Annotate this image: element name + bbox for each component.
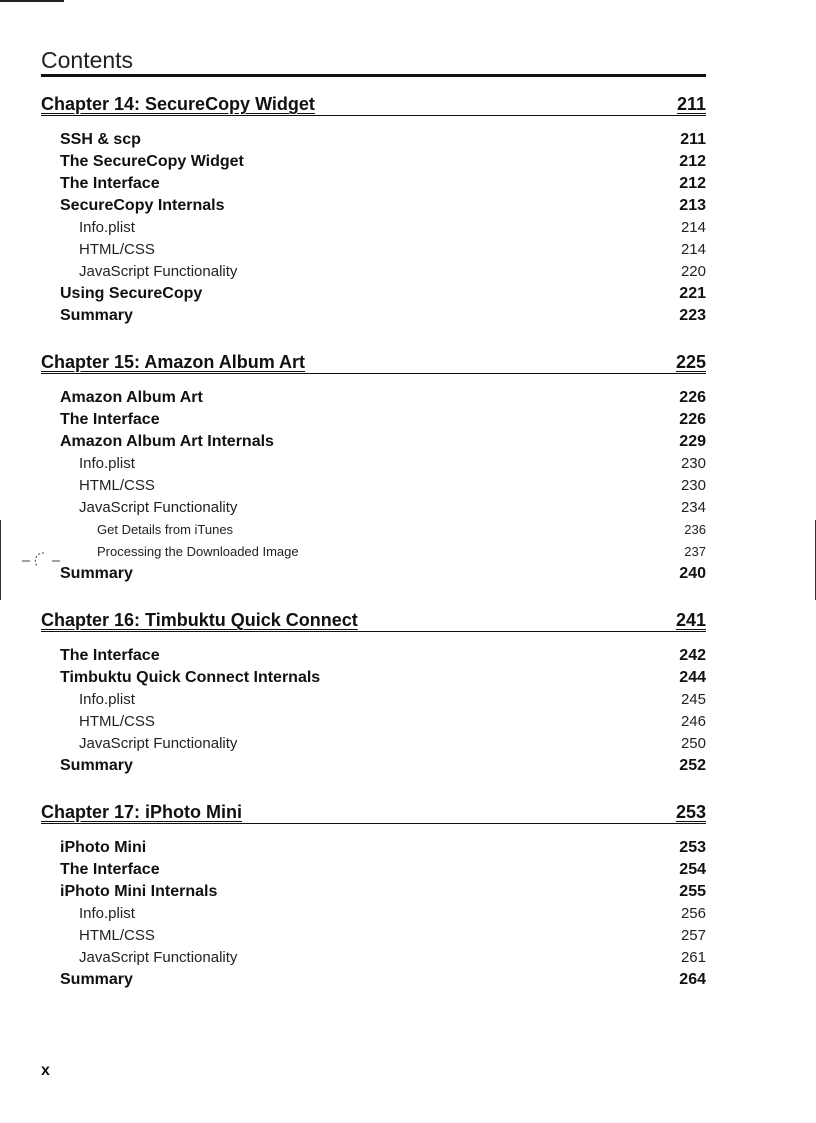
toc-entry[interactable]: [41, 261, 706, 283]
toc-entry[interactable]: [41, 151, 706, 173]
entry-label: The Interface: [60, 411, 160, 428]
entry-page: 253: [679, 839, 706, 856]
entry-page: 223: [679, 307, 706, 324]
toc-entry[interactable]: [41, 173, 706, 195]
entry-label: The Interface: [60, 861, 160, 878]
toc-entry[interactable]: [41, 217, 706, 239]
entry-page: 250: [680, 735, 706, 752]
entry-page: 246: [680, 713, 706, 730]
chapter-entries: [41, 824, 706, 991]
chapter-heading[interactable]: [41, 348, 706, 374]
entry-page: 230: [680, 477, 706, 494]
header-rule: [41, 74, 706, 77]
toc-entry[interactable]: [41, 755, 706, 777]
corner-rule: [0, 0, 64, 2]
chapter-title: Chapter 16: Timbuktu Quick Connect: [41, 610, 358, 630]
entry-label: SSH & scp: [60, 131, 141, 148]
toc-entry[interactable]: [41, 925, 706, 947]
entry-page: 226: [679, 389, 706, 406]
entry-label: HTML/CSS: [79, 927, 155, 944]
chapter-section: [41, 90, 706, 327]
chapter-page: 225: [675, 352, 706, 372]
toc-entry[interactable]: [41, 969, 706, 991]
toc-entry[interactable]: [41, 387, 706, 409]
entry-label: Amazon Album Art Internals: [60, 433, 274, 450]
chapter-entries: [41, 116, 706, 327]
chapter-title: Chapter 17: iPhoto Mini: [41, 802, 243, 822]
entry-page: 236: [684, 522, 706, 537]
left-margin-line: [0, 520, 1, 600]
chapter-heading[interactable]: [41, 90, 706, 116]
entry-page: 256: [680, 905, 706, 922]
entry-page: 240: [679, 565, 706, 582]
page-title: Contents: [41, 47, 134, 73]
chapter-page: 241: [675, 610, 706, 630]
entry-page: 214: [680, 241, 706, 258]
toc-entry[interactable]: [41, 711, 706, 733]
toc-entry[interactable]: [41, 453, 706, 475]
entry-label: Summary: [60, 971, 133, 988]
entry-label: Info.plist: [79, 905, 135, 922]
entry-label: Summary: [60, 565, 133, 582]
toc-entry[interactable]: [41, 239, 706, 261]
entry-page: 221: [679, 285, 706, 302]
entry-label: The Interface: [60, 647, 160, 664]
toc-entry[interactable]: [41, 947, 706, 969]
toc-entry[interactable]: [41, 431, 706, 453]
toc-entry[interactable]: [41, 497, 706, 519]
toc-entry[interactable]: [41, 129, 706, 151]
toc-entry[interactable]: [41, 689, 706, 711]
toc-entry[interactable]: [41, 519, 706, 541]
entry-label: JavaScript Functionality: [79, 499, 238, 516]
entry-page: 230: [680, 455, 706, 472]
page-number: x: [41, 1062, 50, 1079]
toc-entry[interactable]: [41, 859, 706, 881]
entry-page: 242: [679, 647, 706, 664]
toc-entry[interactable]: [41, 733, 706, 755]
entry-label: Timbuktu Quick Connect Internals: [60, 669, 321, 686]
entry-label: JavaScript Functionality: [79, 949, 238, 966]
entry-label: The Interface: [60, 175, 160, 192]
entry-label: iPhoto Mini: [60, 839, 147, 856]
chapter-section: [41, 606, 706, 777]
entry-label: The SecureCopy Widget: [60, 153, 244, 170]
entry-label: Processing the Downloaded Image: [97, 544, 299, 559]
entry-label: Get Details from iTunes: [97, 522, 234, 537]
chapter-page: 211: [676, 94, 706, 114]
entry-page: 244: [679, 669, 706, 686]
chapter-entries: [41, 632, 706, 777]
chapter-heading[interactable]: [41, 798, 706, 824]
chapter-section: [41, 798, 706, 991]
entry-page: 254: [679, 861, 706, 878]
entry-label: Info.plist: [79, 455, 135, 472]
entry-page: 264: [679, 971, 706, 988]
entry-page: 220: [680, 263, 706, 280]
toc-entry[interactable]: [41, 563, 706, 585]
entry-label: HTML/CSS: [79, 477, 155, 494]
entry-page: 252: [679, 757, 706, 774]
toc-entry[interactable]: [41, 645, 706, 667]
entry-page: 214: [680, 219, 706, 236]
chapter-section: [41, 348, 706, 585]
entry-label: HTML/CSS: [79, 713, 155, 730]
entry-label: Using SecureCopy: [60, 285, 203, 302]
entry-page: 237: [684, 544, 706, 559]
entry-label: Info.plist: [79, 691, 135, 708]
entry-label: HTML/CSS: [79, 241, 155, 258]
toc-entry[interactable]: [41, 283, 706, 305]
page-header: [41, 46, 706, 77]
chapter-title: Chapter 15: Amazon Album Art: [41, 352, 306, 372]
entry-page: 245: [680, 691, 706, 708]
toc-entry[interactable]: [41, 837, 706, 859]
entry-label: SecureCopy Internals: [60, 197, 225, 214]
toc-entry[interactable]: [41, 667, 706, 689]
entry-label: Amazon Album Art: [60, 389, 203, 406]
entry-label: iPhoto Mini Internals: [60, 883, 218, 900]
chapter-heading[interactable]: [41, 606, 706, 632]
entry-label: Info.plist: [79, 219, 135, 236]
toc-entry[interactable]: [41, 903, 706, 925]
entry-page: 211: [680, 131, 706, 148]
entry-page: 212: [679, 153, 706, 170]
toc-entry[interactable]: [41, 409, 706, 431]
toc-entry[interactable]: [41, 305, 706, 327]
table-of-contents: [41, 90, 706, 991]
entry-page: 257: [680, 927, 706, 944]
toc-entry[interactable]: [41, 881, 706, 903]
entry-page: 234: [680, 499, 706, 516]
entry-label: Summary: [60, 307, 133, 324]
entry-label: Summary: [60, 757, 133, 774]
entry-page: 212: [679, 175, 706, 192]
entry-label: JavaScript Functionality: [79, 263, 238, 280]
entry-label: JavaScript Functionality: [79, 735, 238, 752]
entry-page: 229: [679, 433, 706, 450]
entry-page: 226: [679, 411, 706, 428]
entry-page: 255: [679, 883, 706, 900]
chapter-title: Chapter 14: SecureCopy Widget: [41, 94, 315, 114]
toc-entry[interactable]: [41, 541, 706, 563]
chapter-page: 253: [675, 802, 706, 822]
toc-entry[interactable]: [41, 195, 706, 217]
toc-entry[interactable]: [41, 475, 706, 497]
chapter-entries: [41, 374, 706, 585]
entry-page: 261: [680, 949, 706, 966]
entry-page: 213: [679, 197, 706, 214]
